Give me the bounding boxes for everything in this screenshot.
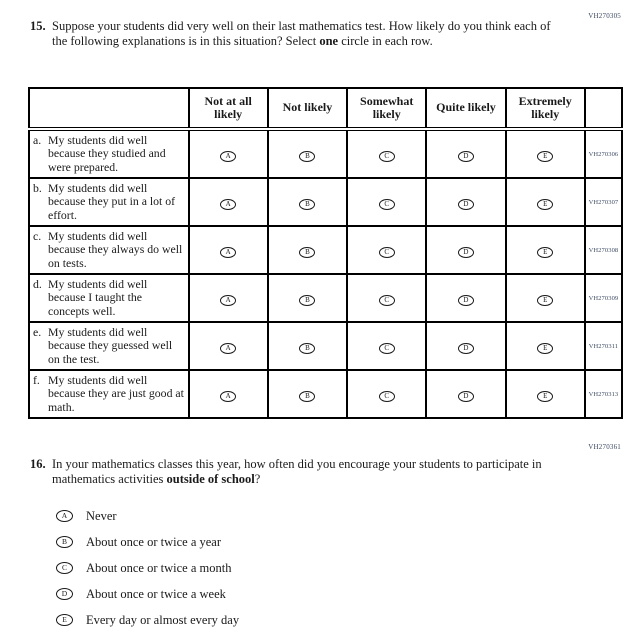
row-b-cell-a — [189, 178, 268, 226]
radio-circle-a[interactable]: A — [220, 151, 236, 162]
row-c-letter: c. — [33, 228, 42, 243]
question-16-number: 16. — [30, 457, 46, 471]
radio-circle-c[interactable]: C — [379, 199, 395, 210]
table-row-b — [29, 178, 622, 226]
radio-circle-b[interactable]: B — [299, 247, 315, 258]
radio-circle-d[interactable]: D — [458, 295, 474, 306]
header-empty-cell — [29, 88, 189, 129]
row-a-code: VH270306 — [585, 129, 622, 178]
question-16-options — [56, 508, 239, 638]
radio-circle-c[interactable]: C — [56, 562, 73, 574]
radio-circle-c[interactable]: C — [379, 247, 395, 258]
radio-circle-b[interactable]: B — [299, 199, 315, 210]
row-a-cell-e — [506, 129, 585, 178]
radio-circle-b[interactable]: B — [56, 536, 73, 548]
row-b-code: VH270307 — [585, 178, 622, 226]
radio-circle-d[interactable]: D — [458, 151, 474, 162]
radio-circle-b[interactable]: B — [299, 295, 315, 306]
question-16-text-part2: ? — [254, 471, 261, 486]
row-e-cell-b — [268, 322, 347, 370]
row-d-cell-d — [426, 274, 505, 322]
row-c-label-cell — [29, 226, 189, 274]
column-header-extremely-likely: Extremely likely — [506, 88, 585, 129]
question-15-text-part2: circle in each row. — [338, 33, 433, 48]
form-code-top: VH270305 — [588, 12, 621, 20]
radio-circle-c[interactable]: C — [379, 295, 395, 306]
row-f-code: VH270313 — [585, 370, 622, 418]
radio-circle-d[interactable]: D — [458, 391, 474, 402]
row-a-cell-c — [347, 129, 426, 178]
radio-circle-b[interactable]: B — [299, 151, 315, 162]
question-16-text-bold: outside of school — [166, 471, 255, 486]
row-e-cell-d — [426, 322, 505, 370]
radio-circle-c[interactable]: C — [379, 391, 395, 402]
row-c-cell-c — [347, 226, 426, 274]
option-every-day[interactable] — [56, 612, 239, 627]
question-16 — [30, 457, 558, 486]
form-code-mid: VH270361 — [588, 443, 621, 451]
row-b-label: My students did well because they put in a lot of effort. — [48, 180, 176, 222]
row-e-cell-e — [506, 322, 585, 370]
question-15-text-part1: Suppose your students did very well on their last mathematics test. How likely do you think each of the following explanations is in this situation? Select — [52, 19, 551, 48]
row-f-cell-a — [189, 370, 268, 418]
row-e-cell-a — [189, 322, 268, 370]
option-label: Every day or almost every day — [86, 612, 240, 627]
option-once-twice-year[interactable] — [56, 534, 239, 549]
row-e-letter: e. — [33, 324, 42, 339]
row-a-cell-a — [189, 129, 268, 178]
row-d-cell-e — [506, 274, 585, 322]
row-d-cell-c — [347, 274, 426, 322]
column-header-somewhat-likely: Somewhat likely — [347, 88, 426, 129]
option-once-twice-week[interactable] — [56, 586, 239, 601]
radio-circle-d[interactable]: D — [458, 247, 474, 258]
radio-circle-a[interactable]: A — [220, 343, 236, 354]
row-d-code: VH270309 — [585, 274, 622, 322]
row-f-cell-e — [506, 370, 585, 418]
row-b-label-cell — [29, 178, 189, 226]
option-label: About once or twice a week — [86, 586, 226, 601]
header-code-cell — [585, 88, 622, 129]
question-16-text-part1: In your mathematics classes this year, how often did you encourage your students to participate in mathematics activities — [52, 457, 542, 486]
likert-table — [28, 87, 623, 419]
table-row-c — [29, 226, 622, 274]
radio-circle-c[interactable]: C — [379, 343, 395, 354]
row-e-cell-c — [347, 322, 426, 370]
option-never[interactable] — [56, 508, 239, 523]
row-a-cell-d — [426, 129, 505, 178]
row-f-cell-d — [426, 370, 505, 418]
row-e-label: My students did well because they guessed well on the test. — [48, 324, 173, 366]
row-f-letter: f. — [33, 372, 40, 387]
row-b-cell-e — [506, 178, 585, 226]
row-d-label: My students did well because I taught the concepts well. — [48, 276, 148, 318]
question-15-text — [52, 19, 558, 48]
row-f-cell-c — [347, 370, 426, 418]
radio-circle-b[interactable]: B — [299, 391, 315, 402]
radio-circle-a[interactable]: A — [56, 510, 73, 522]
row-c-label: My students did well because they always do well on tests. — [48, 228, 183, 270]
row-d-letter: d. — [33, 276, 42, 291]
radio-circle-d[interactable]: D — [56, 588, 73, 600]
table-row-e — [29, 322, 622, 370]
question-15 — [30, 19, 558, 48]
column-header-not-at-all-likely: Not at all likely — [189, 88, 268, 129]
row-a-label: My students did well because they studied and were prepared. — [48, 132, 166, 174]
table-row-a — [29, 129, 622, 178]
radio-circle-e[interactable]: E — [537, 199, 553, 210]
radio-circle-e[interactable]: E — [537, 295, 553, 306]
row-c-cell-e — [506, 226, 585, 274]
table-row-d — [29, 274, 622, 322]
header-row — [29, 88, 622, 129]
radio-circle-e[interactable]: E — [537, 151, 553, 162]
question-16-text — [52, 457, 558, 486]
row-a-label-cell — [29, 129, 189, 178]
radio-circle-a[interactable]: A — [220, 295, 236, 306]
option-label: About once or twice a month — [86, 560, 232, 575]
row-a-letter: a. — [33, 132, 42, 147]
radio-circle-d[interactable]: D — [458, 199, 474, 210]
row-c-cell-b — [268, 226, 347, 274]
column-header-quite-likely: Quite likely — [426, 88, 505, 129]
radio-circle-a[interactable]: A — [220, 199, 236, 210]
row-b-letter: b. — [33, 180, 42, 195]
radio-circle-d[interactable]: D — [458, 343, 474, 354]
radio-circle-e[interactable]: E — [537, 391, 553, 402]
row-c-cell-a — [189, 226, 268, 274]
question-15-text-bold: one — [319, 33, 339, 48]
row-e-code: VH270311 — [585, 322, 622, 370]
radio-circle-e[interactable]: E — [56, 614, 73, 626]
row-f-label-cell — [29, 370, 189, 418]
row-c-cell-d — [426, 226, 505, 274]
row-b-cell-d — [426, 178, 505, 226]
radio-circle-b[interactable]: B — [299, 343, 315, 354]
option-once-twice-month[interactable] — [56, 560, 239, 575]
row-d-cell-b — [268, 274, 347, 322]
radio-circle-a[interactable]: A — [220, 247, 236, 258]
radio-circle-c[interactable]: C — [379, 151, 395, 162]
column-header-not-likely: Not likely — [268, 88, 347, 129]
row-d-cell-a — [189, 274, 268, 322]
row-b-cell-b — [268, 178, 347, 226]
row-c-code: VH270308 — [585, 226, 622, 274]
row-f-label: My students did well because they are just good at math. — [48, 372, 184, 414]
radio-circle-e[interactable]: E — [537, 343, 553, 354]
option-label: Never — [86, 508, 117, 523]
table-row-f — [29, 370, 622, 418]
row-f-cell-b — [268, 370, 347, 418]
question-15-number: 15. — [30, 19, 46, 33]
radio-circle-a[interactable]: A — [220, 391, 236, 402]
row-d-label-cell — [29, 274, 189, 322]
row-e-label-cell — [29, 322, 189, 370]
row-a-cell-b — [268, 129, 347, 178]
row-b-cell-c — [347, 178, 426, 226]
radio-circle-e[interactable]: E — [537, 247, 553, 258]
option-label: About once or twice a year — [86, 534, 222, 549]
